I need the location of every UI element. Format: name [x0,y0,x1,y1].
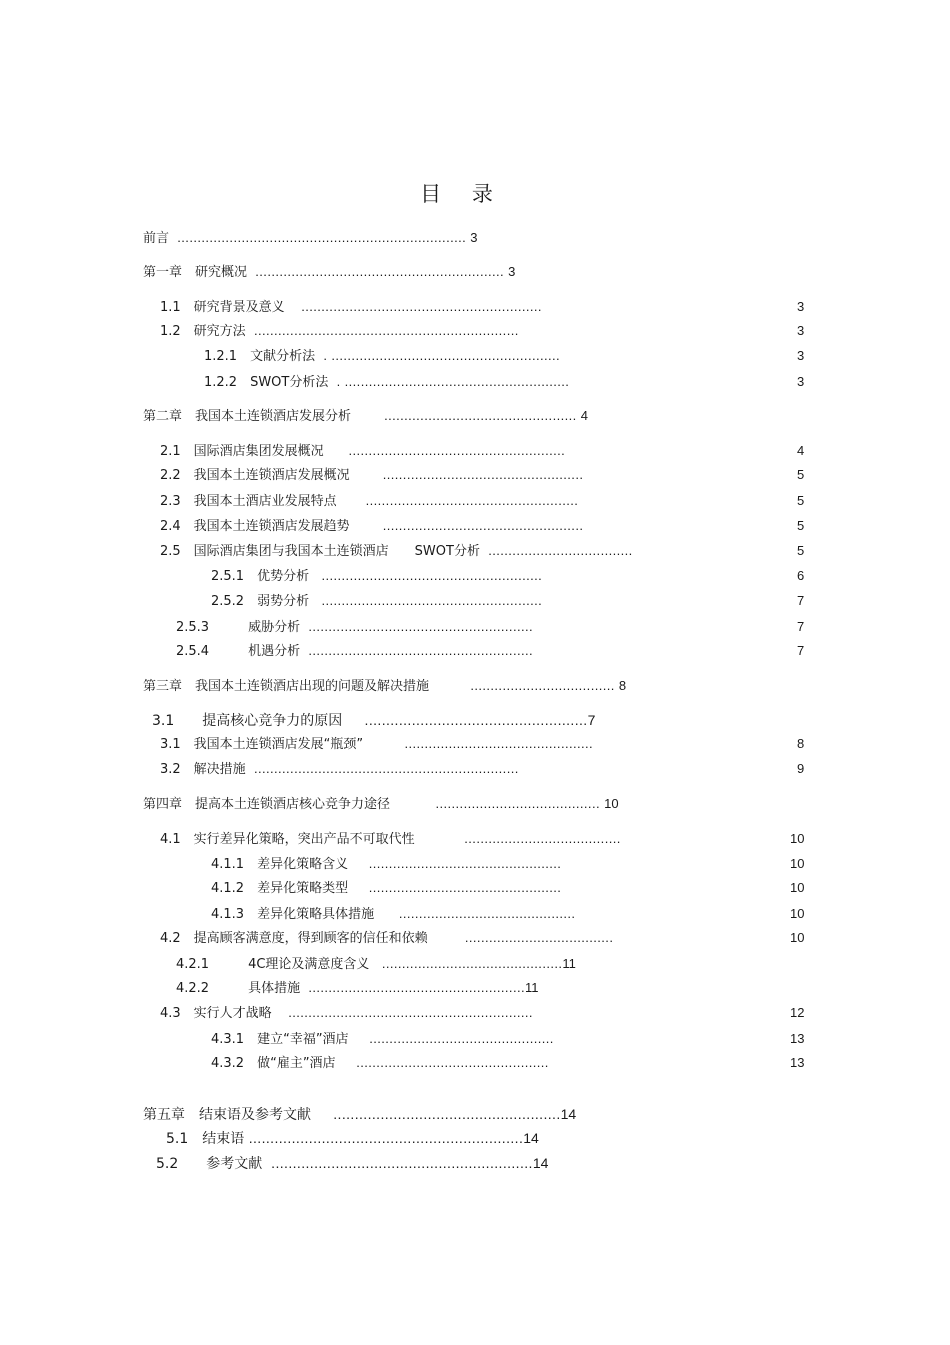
toc-leader: .................................................. [382,518,584,533]
toc-page-number: 7 [797,593,805,608]
toc-page-number: 5 [797,518,805,533]
toc-page-number: 10 [790,831,805,846]
toc-entry-preface[interactable] [143,230,478,247]
toc-entry-2-5-1[interactable] [211,568,542,585]
toc-entry-2-5-4[interactable] [176,643,533,660]
toc-page-number: 9 [797,761,805,776]
toc-leader: ........................................................................ [177,230,467,245]
toc-entry-title: 4.1.2 差异化策略类型 [211,881,349,896]
toc-leader: .................................................... [364,712,588,728]
toc-entry-2-3[interactable] [160,493,578,510]
toc-leader: .............................................................. [255,264,505,279]
page-title: 目 录 [420,182,505,206]
toc-entry-title: 第五章 结束语及参考文献 [143,1107,311,1123]
toc-entry-3-1-reason[interactable] [152,712,595,729]
toc-entry-title: 3.2 解决措施 [160,762,246,777]
toc-leader: ............................................................. [288,1005,533,1020]
toc-entry-title: 1.2.2 SWOT分析法 [204,375,329,390]
toc-entry-chapter-2[interactable] [143,408,588,425]
toc-entry-2-2[interactable] [160,467,583,484]
toc-entry-chapter-3[interactable] [143,678,626,695]
toc-entry-title: 2.5 国际酒店集团与我国本土连锁酒店 SWOT分析 [160,544,480,559]
toc-page-number: 10 [790,856,805,871]
toc-entry-2-5-2[interactable] [211,593,542,610]
toc-entry-title: 2.5.2 弱势分析 [211,594,310,609]
toc-entry-5-2[interactable] [156,1155,548,1172]
toc-page-number: 3 [797,374,805,389]
toc-leader: .............................................. [369,1031,554,1046]
toc-leader: ...................................................... [348,443,566,458]
toc-leader: .................................... [470,678,615,693]
toc-leader: ............................................................ [301,299,542,314]
toc-entry-4-2-1[interactable] [176,956,576,973]
toc-page-number: 3 [508,264,516,279]
toc-entry-4-1-1[interactable] [211,856,561,873]
toc-entry-title: 4.1.1 差异化策略含义 [211,857,349,872]
toc-leader: ..................................................... [365,493,579,508]
toc-leader: ............................................... [404,736,594,751]
toc-leader: ........................................................ [308,619,534,634]
toc-leader: ........................................................ [308,643,534,658]
toc-page-number: 3 [797,348,805,363]
toc-page-number: 10 [790,906,805,921]
toc-leader: . ......................................................... [323,348,561,363]
toc-entry-4-3[interactable] [160,1005,533,1022]
toc-entry-title: 2.2 我国本土连锁酒店发展概况 [160,468,350,483]
toc-page-number: 3 [797,299,805,314]
toc-leader: . ........................................................ [336,374,570,389]
toc-entry-title: 5.2 参考文献 [156,1156,263,1172]
toc-entry-title: 4.2.1 4C理论及满意度含义 [176,957,370,972]
toc-page-number: 14 [560,1106,577,1122]
toc-entry-title: 1.2.1 文献分析法 [204,349,316,364]
toc-entry-title: 2.3 我国本土酒店业发展特点 [160,494,337,509]
toc-entry-title: 3.1 提高核心竞争力的原因 [152,713,343,729]
toc-entry-4-3-2[interactable] [211,1055,549,1072]
toc-entry-1-2-2[interactable] [204,374,569,391]
toc-entry-title: 4.3.1 建立“幸福”酒店 [211,1032,349,1047]
toc-leader: ................................................ [368,856,562,871]
toc-leader: ....................................................... [321,593,543,608]
toc-entry-2-5[interactable] [160,543,633,560]
toc-leader: .................................................................. [253,761,519,776]
toc-entry-4-2[interactable] [160,930,613,947]
toc-entry-chapter-1[interactable] [143,264,515,281]
toc-entry-chapter-5[interactable] [143,1106,576,1123]
toc-entry-2-4[interactable] [160,518,583,535]
toc-entry-1-2[interactable] [160,323,519,340]
toc-entry-title: 1.1 研究背景及意义 [160,300,285,315]
toc-entry-chapter-4[interactable] [143,796,619,813]
toc-entry-4-1[interactable] [160,831,621,848]
toc-entry-title: 2.5.1 优势分析 [211,569,310,584]
toc-entry-title: 第三章 我国本土连锁酒店出现的问题及解决措施 [143,679,430,694]
toc-entry-title: 2.5.3 威胁分析 [176,620,301,635]
toc-page-number: 8 [797,736,805,751]
toc-page-number: 13 [790,1031,805,1046]
toc-entry-title: 2.5.4 机遇分析 [176,644,301,659]
toc-page-number: 4 [580,408,589,423]
toc-page-number: 3 [797,323,805,338]
toc-leader: ....................................... [464,831,621,846]
toc-leader: ................................................ [368,880,562,895]
toc-page-number: 7 [797,619,805,634]
toc-page-number: 7 [587,712,596,728]
toc-entry-title: 前言 [143,231,170,246]
toc-entry-4-3-1[interactable] [211,1031,554,1048]
toc-page-number: 6 [797,568,805,583]
toc-entry-title: 4.2.2 具体措施 [176,981,301,996]
toc-entry-title: 5.1 结束语 [166,1131,245,1147]
toc-page-number: 10 [790,880,805,895]
toc-entry-title: 3.1 我国本土连锁酒店发展“瓶颈” [160,737,364,752]
toc-page-number: 10 [790,930,805,945]
toc-page-number: 4 [797,443,805,458]
toc-entry-5-1[interactable] [166,1130,539,1147]
toc-entry-title: 第二章 我国本土连锁酒店发展分析 [143,409,352,424]
toc-leader: .................................... [488,543,633,558]
toc-page-number: 10 [604,796,619,811]
toc-page-number: 14 [532,1155,549,1171]
toc-entry-title: 2.1 国际酒店集团发展概况 [160,444,324,459]
toc-entry-title: 4.3.2 做“雇主”酒店 [211,1056,336,1071]
toc-page-number: 13 [790,1055,805,1070]
toc-page-number: 7 [797,643,805,658]
toc-page-number: 5 [797,467,805,482]
toc-page-number: 14 [523,1130,539,1146]
toc-entry-title: 4.3 实行人才战略 [160,1006,272,1021]
toc-leader: .................................................. [382,467,584,482]
toc-leader: ................................................................ [248,1130,524,1146]
toc-page-number: 3 [470,230,478,245]
toc-leader: ............................................................. [271,1155,533,1171]
toc-page-number: 8 [618,678,627,693]
toc-page-number: 5 [797,493,805,508]
toc-leader: ...................................................... [308,980,525,995]
toc-page-number: 11 [524,980,539,995]
toc-entry-title: 4.1 实行差异化策略，突出产品不可取代性 [160,832,415,847]
toc-entry-title: 4.2 提高顾客满意度，得到顾客的信任和依赖 [160,931,428,946]
toc-entry-4-1-3[interactable] [211,906,575,923]
toc-entry-3-2[interactable] [160,761,519,778]
toc-entry-3-1[interactable] [160,736,593,753]
toc-leader: ................................................ [356,1055,549,1070]
toc-leader: ..................................... [464,930,614,945]
toc-leader: ......................................... [435,796,600,811]
toc-page-number: 11 [562,956,576,971]
toc-leader: ................................................ [384,408,577,423]
toc-entry-title: 4.1.3 差异化策略具体措施 [211,907,375,922]
toc-leader: ....................................................... [321,568,543,583]
toc-entry-2-1[interactable] [160,443,565,460]
toc-leader: ..................................................... [333,1106,561,1122]
toc-page-number: 5 [797,543,805,558]
toc-leader: ............................................ [398,906,576,921]
toc-entry-4-1-2[interactable] [211,880,561,897]
toc-leader: ............................................. [381,956,563,971]
toc-entry-1-1[interactable] [160,299,542,316]
toc-entry-1-2-1[interactable] [204,348,560,365]
toc-entry-title: 第四章 提高本土连锁酒店核心竞争力途径 [143,797,391,812]
toc-leader: .................................................................. [253,323,519,338]
toc-entry-title: 2.4 我国本土连锁酒店发展趋势 [160,519,350,534]
toc-page-number: 12 [790,1005,805,1020]
toc-entry-2-5-3[interactable] [176,619,533,636]
toc-entry-title: 1.2 研究方法 [160,324,246,339]
toc-entry-4-2-2[interactable] [176,980,538,997]
toc-entry-title: 第一章 研究概况 [143,265,248,280]
